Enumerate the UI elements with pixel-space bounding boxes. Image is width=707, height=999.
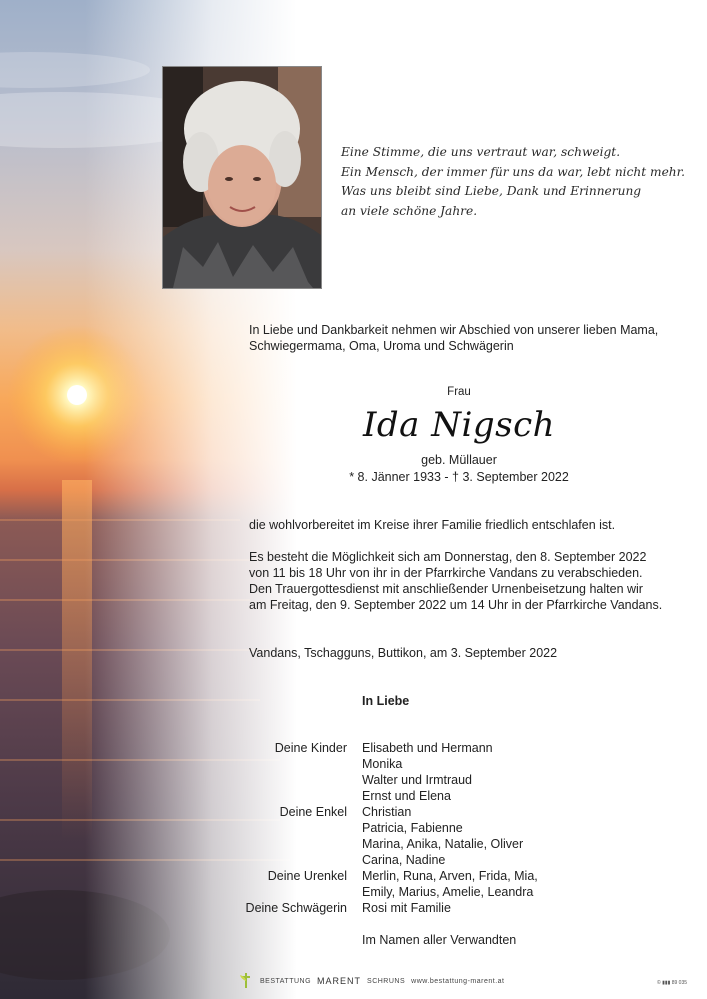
intro-line: Schwiegermama, Oma, Uroma und Schwägerin (249, 339, 514, 353)
portrait-photo (162, 66, 322, 289)
footer-label: BESTATTUNG (260, 977, 312, 985)
footer-brand: MARENT (317, 976, 362, 986)
family-name: Marina, Anika, Natalie, Oliver (362, 837, 524, 851)
intro-text (249, 322, 679, 354)
family-name: Christian (362, 805, 412, 819)
family-name: Patricia, Fabienne (362, 821, 463, 835)
family-name: Monika (362, 757, 403, 771)
maiden-name: geb. Müllauer (421, 453, 497, 467)
service-line: Es besteht die Möglichkeit sich am Donnerstag, den 8. September 2022 (249, 550, 647, 564)
cross-sprout-icon (238, 971, 254, 991)
footer-location: SCHRUNS (367, 977, 406, 985)
family-name: Emily, Marius, Amelie, Leandra (362, 885, 534, 899)
funeral-home-footer (238, 971, 504, 991)
closing-line: Im Namen aller Verwandten (362, 933, 517, 947)
deceased-name: Ida Nigsch (362, 405, 556, 445)
family-name: Merlin, Runa, Arven, Frida, Mia, (362, 869, 538, 883)
service-line: am Freitag, den 9. September 2022 um 14 Uhr in der Pfarrkirche Vandans. (249, 598, 663, 612)
family-name: Rosi mit Familie (362, 901, 451, 915)
service-line: von 11 bis 18 Uhr von ihr in der Pfarrkirche Vandans zu verabschieden. (249, 566, 643, 580)
family-label: Deine Enkel (279, 805, 347, 819)
poem-line: Eine Stimme, die uns vertraut war, schweigt. (341, 145, 621, 159)
service-line: Den Trauergottesdienst mit anschließender Urnenbeisetzung halten wir (249, 582, 643, 596)
intro-line: In Liebe und Dankbarkeit nehmen wir Abschied von unserer lieben Mama, (249, 323, 659, 337)
print-code: © ▮▮▮ 89 035 (657, 980, 688, 986)
family-name: Ernst und Elena (362, 789, 451, 803)
poem-line: an viele schöne Jahre. (341, 204, 478, 219)
family-name: Walter und Irmtraud (362, 773, 472, 787)
place-date: Vandans, Tschagguns, Buttikon, am 3. September 2022 (249, 646, 558, 660)
family-name: Elisabeth und Hermann (362, 741, 493, 755)
service-info (249, 549, 679, 613)
poem-line: Was uns bleibt sind Liebe, Dank und Erinnerung (341, 184, 642, 199)
in-love-heading: In Liebe (362, 694, 410, 708)
poem (341, 143, 685, 222)
footer-url: www.bestattung-marent.at (411, 977, 505, 985)
life-dates: * 8. Jänner 1933 - † 3. September 2022 (349, 470, 569, 484)
family-name: Carina, Nadine (362, 853, 446, 867)
family-label: Deine Schwägerin (245, 901, 347, 915)
death-line: die wohlvorbereitet im Kreise ihrer Familie friedlich entschlafen ist. (249, 518, 616, 532)
family-label: Deine Urenkel (267, 869, 347, 883)
family-label: Deine Kinder (274, 741, 347, 755)
salutation: Frau (447, 386, 471, 398)
poem-line: Ein Mensch, der immer für uns da war, lebt nicht mehr. (341, 164, 685, 179)
